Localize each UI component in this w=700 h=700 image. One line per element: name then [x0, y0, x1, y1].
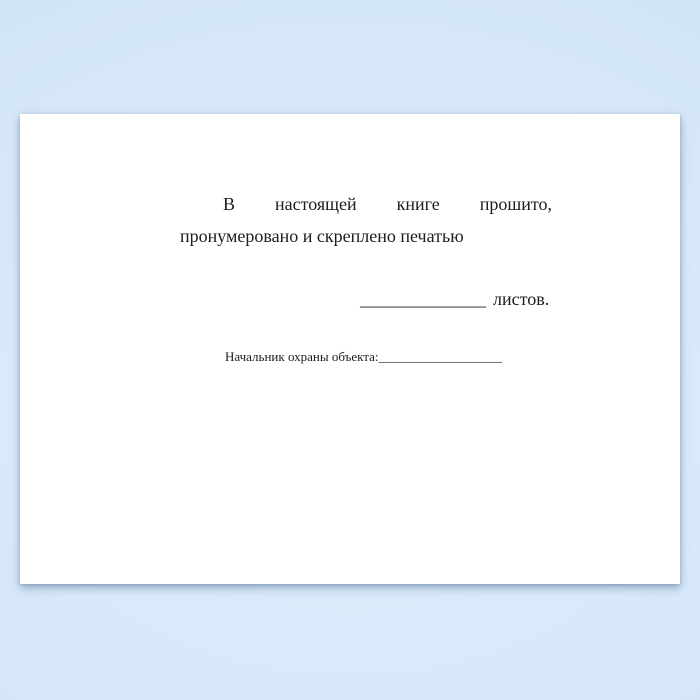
- paragraph-word-2: настоящей: [274, 194, 357, 214]
- signature-blank: ___________________: [378, 349, 502, 364]
- paragraph-word-1: В: [223, 194, 236, 214]
- paragraph-word-3: книге: [396, 194, 440, 214]
- sheets-count-blank: ______________: [360, 289, 486, 309]
- paragraph-line-1: [223, 188, 552, 220]
- sheets-label: листов.: [493, 289, 550, 309]
- signature-line: [225, 348, 502, 366]
- signature-label: Начальник охраны объекта:: [225, 349, 379, 364]
- document-page: [20, 114, 680, 584]
- sheets-count-line: [360, 283, 549, 315]
- paragraph-line-2: пронумеровано и скреплено печатью: [180, 226, 464, 246]
- paragraph-word-4: прошито,: [479, 194, 552, 214]
